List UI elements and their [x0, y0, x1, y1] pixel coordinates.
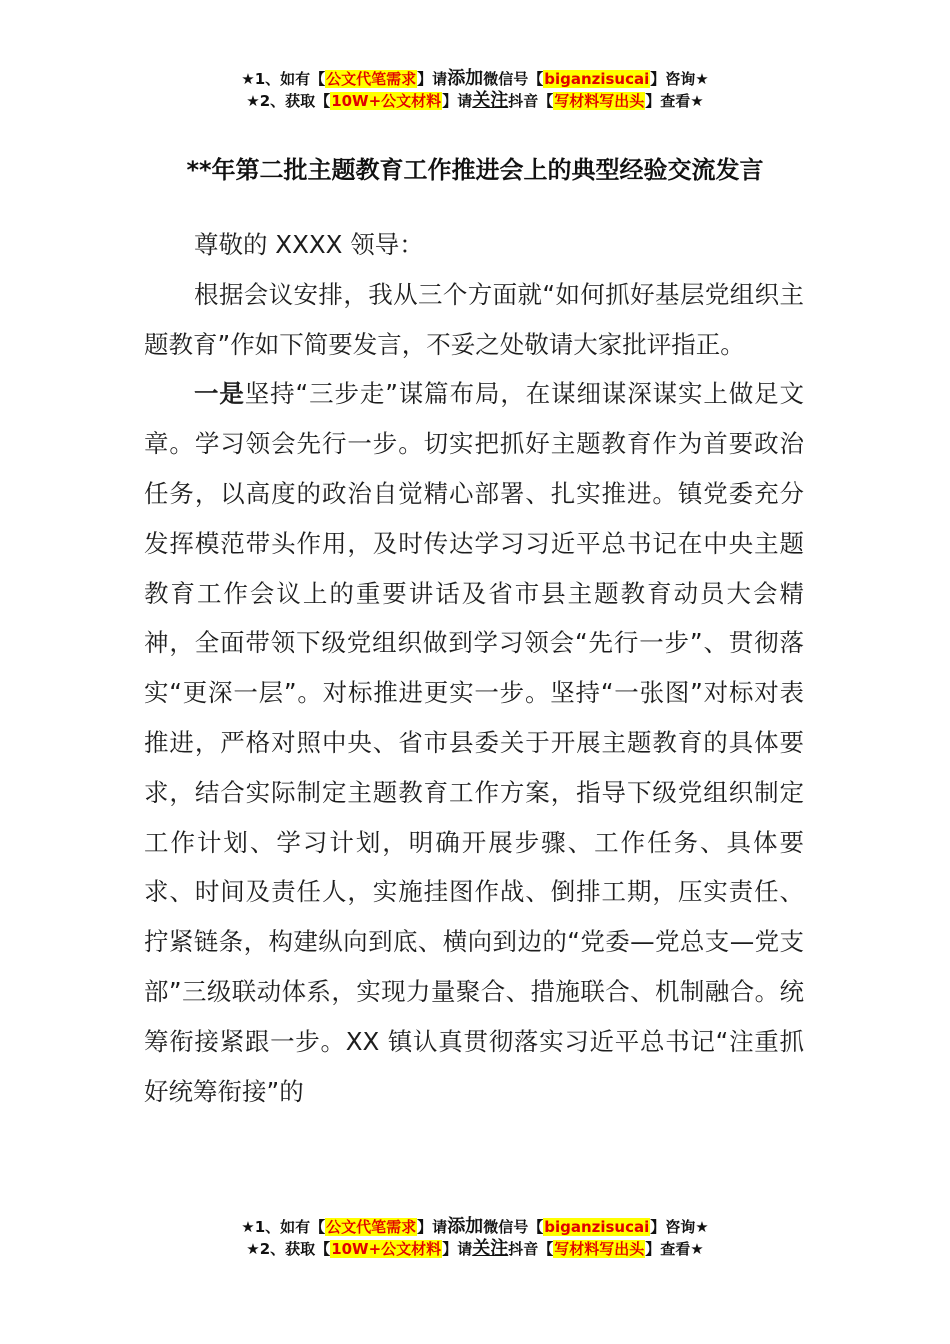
highlight-wechat-id: biganzisucai [544, 70, 650, 88]
point-one-text: 坚持“三步走”谋篇布局，在谋细谋深谋实上做足文章。学习领会先行一步。切实把抓好主题教育作为首要政治任务，以高度的政治自觉精心部署、扎实推进。镇党委充分发挥模范带头作用，及时传达学习习近平总书记在中央主题教育工作会议上的重要讲话及省市县主题教育动员大会精神，全面带领下级党组织做到学习领会“先行一步”、贯彻落实“更深一层”。对标推进更实一步。坚持“一张图”对标对表推进，严格对照中央、省市县委关于开展主题教育的具体要求，结合实际制定主题教育工作方案，指导下级党组织制定工作计划、学习计划，明确开展步骤、工作任务、具体要求、时间及责任人，实施挂图作战、倒排工期，压实责任、拧紧链条，构建纵向到底、横向到边的“党委—党总支—党支部”三级联动体系，实现力量聚合、措施联合、机制融合。统筹衔接紧跟一步。XX 镇认真贯彻落实习近平总书记“注重抓好统筹衔接”的 [144, 379, 804, 1106]
point-one-label: 一是 [194, 379, 245, 409]
promo-line-1: ★1、如有【公文代笔需求】请添加微信号【biganzisucai】咨询★ [241, 1216, 709, 1237]
highlight-douyin-account: 写材料写出头 [554, 92, 645, 110]
highlight-wechat-id: biganzisucai [544, 1218, 650, 1236]
promo-line-2: ★2、获取【10W+公文材料】请关注抖音【写材料写出头】查看★ [246, 90, 704, 111]
point-one-paragraph [144, 369, 804, 1116]
document-body [144, 220, 804, 1116]
promo-line-2: ★2、获取【10W+公文材料】请关注抖音【写材料写出头】查看★ [246, 1238, 704, 1259]
intro-paragraph: 根据会议安排，我从三个方面就“如何抓好基层党组织主题教育”作如下简要发言，不妥之处敬请大家批评指正。 [144, 279, 804, 359]
highlight-materials: 10W+公文材料 [331, 1240, 442, 1258]
salutation: 尊敬的 XXXX 领导： [194, 230, 424, 259]
highlight-douyin-account: 写材料写出头 [554, 1240, 645, 1258]
promo-banner-bottom [0, 1216, 950, 1260]
promo-banner-top [0, 68, 950, 112]
highlight-service: 公文代笔需求 [326, 1218, 417, 1236]
promo-line-1: ★1、如有【公文代笔需求】请添加微信号【biganzisucai】咨询★ [241, 68, 709, 89]
document-title: **年第二批主题教育工作推进会上的典型经验交流发言 [186, 156, 764, 184]
highlight-service: 公文代笔需求 [326, 70, 417, 88]
highlight-materials: 10W+公文材料 [331, 92, 442, 110]
